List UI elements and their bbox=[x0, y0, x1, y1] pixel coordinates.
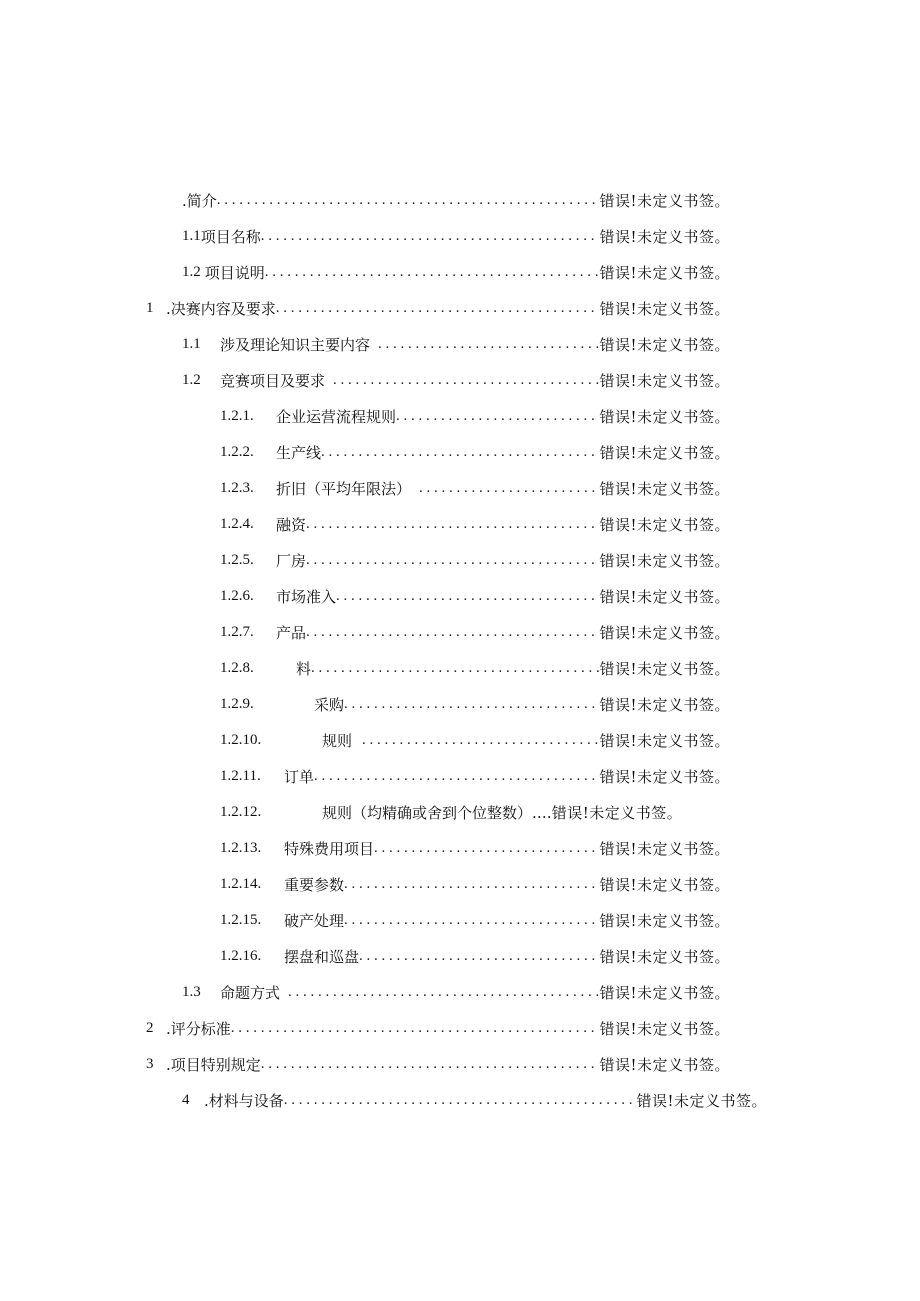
toc-entry-title: 市场准入 bbox=[276, 587, 337, 606]
toc-entry-number: 1.2.13. bbox=[220, 839, 262, 856]
toc-entry-title: .项目特别规定 bbox=[166, 1055, 261, 1074]
toc-page-ref: 错误!未定义书签。 bbox=[599, 659, 730, 678]
toc-entry-number: 2 bbox=[146, 1019, 154, 1036]
toc-entry-title: 生产线 bbox=[276, 443, 322, 462]
toc-leader-dots bbox=[362, 732, 599, 749]
toc-page-ref: 错误!未定义书签。 bbox=[599, 443, 730, 462]
toc-entry-number: 1.2.5. bbox=[220, 551, 254, 568]
toc-page-ref: 错误!未定义书签。 bbox=[599, 227, 730, 246]
toc-page-ref: 错误!未定义书签。 bbox=[599, 947, 730, 966]
toc-entry[interactable] bbox=[220, 656, 730, 680]
toc-entry[interactable] bbox=[182, 224, 730, 248]
toc-entry[interactable] bbox=[220, 512, 730, 536]
toc-page-ref: 错误!未定义书签。 bbox=[599, 587, 730, 606]
toc-leader-dots bbox=[344, 696, 599, 713]
toc-entry[interactable] bbox=[182, 260, 730, 284]
toc-leader-dots bbox=[306, 624, 599, 641]
toc-entry-title: .评分标准 bbox=[166, 1019, 231, 1038]
toc-leader-dots bbox=[261, 1056, 600, 1073]
toc-leader-dots bbox=[276, 300, 600, 317]
toc-entry[interactable] bbox=[146, 296, 730, 320]
toc-entry-number: 1.2.14. bbox=[220, 875, 262, 892]
toc-entry[interactable] bbox=[220, 584, 730, 608]
toc-entry-number: 1.2.11. bbox=[220, 767, 261, 784]
toc-entry-title: 厂房 bbox=[276, 551, 307, 570]
toc-entry-title: 破产处理 bbox=[284, 911, 345, 930]
toc-entry[interactable] bbox=[220, 764, 730, 788]
toc-leader-dots bbox=[321, 444, 599, 461]
toc-leader-dots bbox=[374, 840, 599, 857]
toc-entry-title: 规则 bbox=[322, 731, 353, 750]
toc-leader-dots bbox=[344, 876, 599, 893]
toc-entry[interactable] bbox=[220, 944, 730, 968]
toc-page-ref: 错误!未定义书签。 bbox=[599, 479, 730, 498]
toc-entry[interactable] bbox=[220, 908, 730, 932]
toc-page-ref: 错误!未定义书签。 bbox=[599, 911, 730, 930]
toc-entry[interactable] bbox=[220, 872, 730, 896]
toc-entry-number: 1.1 bbox=[182, 335, 201, 352]
toc-leader-dots bbox=[314, 768, 599, 785]
toc-entry-title: 项目名称 bbox=[200, 227, 261, 246]
toc-entry-title: 折旧（平均年限法） bbox=[276, 479, 412, 498]
toc-entry[interactable] bbox=[220, 692, 730, 716]
toc-entry-number: 1.3 bbox=[182, 983, 201, 1000]
toc-entry-number: 1.2.15. bbox=[220, 911, 262, 928]
toc-page-ref: 错误!未定义书签。 bbox=[599, 731, 730, 750]
toc-entry-number: 3 bbox=[146, 1055, 154, 1072]
toc-leader-dots bbox=[284, 1092, 637, 1109]
toc-leader-dots bbox=[217, 192, 600, 209]
toc-entry-title: 命题方式 bbox=[220, 983, 281, 1002]
toc-entry[interactable] bbox=[182, 332, 730, 356]
toc-leader-dots bbox=[359, 948, 599, 965]
toc-page-ref: 错误!未定义书签。 bbox=[599, 191, 730, 210]
toc-page-ref: 错误!未定义书签。 bbox=[599, 515, 730, 534]
toc-entry[interactable] bbox=[182, 188, 730, 212]
toc-entry-number: 1.2.8. bbox=[220, 659, 254, 676]
toc-entry[interactable] bbox=[220, 476, 730, 500]
toc-entry[interactable] bbox=[220, 728, 730, 752]
toc-entry-title: 产品 bbox=[276, 623, 307, 642]
toc-leader-dots bbox=[336, 588, 599, 605]
toc-leader-dots bbox=[419, 480, 599, 497]
toc-entry[interactable] bbox=[220, 548, 730, 572]
toc-entry[interactable] bbox=[182, 1088, 767, 1112]
toc-entry[interactable] bbox=[146, 1016, 730, 1040]
toc-page-ref: 错误!未定义书签。 bbox=[599, 263, 730, 282]
toc-leader-dots bbox=[288, 984, 599, 1001]
toc-page-ref: 错误!未定义书签。 bbox=[599, 623, 730, 642]
toc-page-ref: 错误!未定义书签。 bbox=[599, 767, 730, 786]
toc-entry-title: 摆盘和巡盘 bbox=[284, 947, 360, 966]
toc-entry-number: 1.2.3. bbox=[220, 479, 254, 496]
toc-entry-title: .决赛内容及要求 bbox=[166, 299, 276, 318]
toc-entry-number: 1.2.4. bbox=[220, 515, 254, 532]
toc-leader-dots bbox=[333, 372, 599, 389]
toc-entry-number: 1.2 bbox=[182, 263, 201, 280]
toc-page-ref: 错误!未定义书签。 bbox=[599, 407, 730, 426]
toc-leader-dots bbox=[306, 516, 599, 533]
toc-entry-title: 涉及理论知识主要内容 bbox=[220, 335, 371, 354]
toc-entry[interactable] bbox=[220, 836, 730, 860]
toc-entry-number: 4 bbox=[182, 1091, 190, 1108]
toc-page-ref: 错误!未定义书签。 bbox=[599, 839, 730, 858]
toc-page-ref: 错误!未定义书签。 bbox=[599, 551, 730, 570]
toc-leader-dots bbox=[396, 408, 599, 425]
toc-entry[interactable] bbox=[220, 404, 730, 428]
toc-entry-title: 企业运营流程规则 bbox=[276, 407, 397, 426]
toc-entry-number: 1.2.16. bbox=[220, 947, 262, 964]
toc-entry-number: 1.1 bbox=[182, 227, 201, 244]
toc-entry-number: 1.2.10. bbox=[220, 731, 262, 748]
toc-entry[interactable] bbox=[146, 1052, 730, 1076]
toc-entry-title: 特殊费用项目 bbox=[284, 839, 375, 858]
toc-entry-title: 竞赛项目及要求 bbox=[220, 371, 326, 390]
toc-entry[interactable] bbox=[220, 800, 730, 824]
toc-entry-title: 融资 bbox=[276, 515, 307, 534]
toc-entry[interactable] bbox=[182, 980, 730, 1004]
toc-entry-title: 规则（均精确或舍到个位整数）.… bbox=[322, 803, 552, 822]
toc-leader-dots bbox=[265, 264, 600, 281]
toc-entry-number: 1.2.9. bbox=[220, 695, 254, 712]
toc-page-ref: 错误!未定义书签。 bbox=[551, 803, 683, 822]
toc-entry[interactable] bbox=[220, 620, 730, 644]
toc-page-ref: 错误!未定义书签。 bbox=[599, 1055, 730, 1074]
toc-page-ref: 错误!未定义书签。 bbox=[599, 335, 730, 354]
toc-page-ref: 错误!未定义书签。 bbox=[599, 983, 730, 1002]
toc-entry-title: 项目说明 bbox=[204, 263, 265, 282]
toc-page-ref: 错误!未定义书签。 bbox=[636, 1091, 767, 1110]
toc-leader-dots bbox=[378, 336, 599, 353]
toc-entry-title: .材料与设备 bbox=[204, 1091, 284, 1110]
toc-leader-dots bbox=[311, 660, 599, 677]
toc-entry-number: 1.2 bbox=[182, 371, 201, 388]
toc-entry-number: 1.2.12. bbox=[220, 803, 262, 820]
toc-entry[interactable] bbox=[182, 368, 730, 392]
toc-entry-number: 1.2.2. bbox=[220, 443, 254, 460]
toc-leader-dots bbox=[344, 912, 599, 929]
toc-entry-title: 订单 bbox=[284, 767, 315, 786]
toc-entry-title: 料 bbox=[296, 659, 312, 678]
toc-page-ref: 错误!未定义书签。 bbox=[599, 695, 730, 714]
toc-entry-title: .简介 bbox=[182, 191, 217, 210]
toc-leader-dots bbox=[261, 228, 600, 245]
toc-leader-dots bbox=[306, 552, 599, 569]
toc-entry-title: 重要参数 bbox=[284, 875, 345, 894]
toc-entry[interactable] bbox=[220, 440, 730, 464]
toc-page-ref: 错误!未定义书签。 bbox=[599, 1019, 730, 1038]
toc-page-ref: 错误!未定义书签。 bbox=[599, 371, 730, 390]
toc-leader-dots bbox=[231, 1020, 600, 1037]
toc-entry-title: 采购 bbox=[314, 695, 345, 714]
toc-page-ref: 错误!未定义书签。 bbox=[599, 299, 730, 318]
toc-entry-number: 1.2.1. bbox=[220, 407, 254, 424]
toc-entry-number: 1 bbox=[146, 299, 154, 316]
toc-page-ref: 错误!未定义书签。 bbox=[599, 875, 730, 894]
toc-entry-number: 1.2.6. bbox=[220, 587, 254, 604]
toc-entry-number: 1.2.7. bbox=[220, 623, 254, 640]
